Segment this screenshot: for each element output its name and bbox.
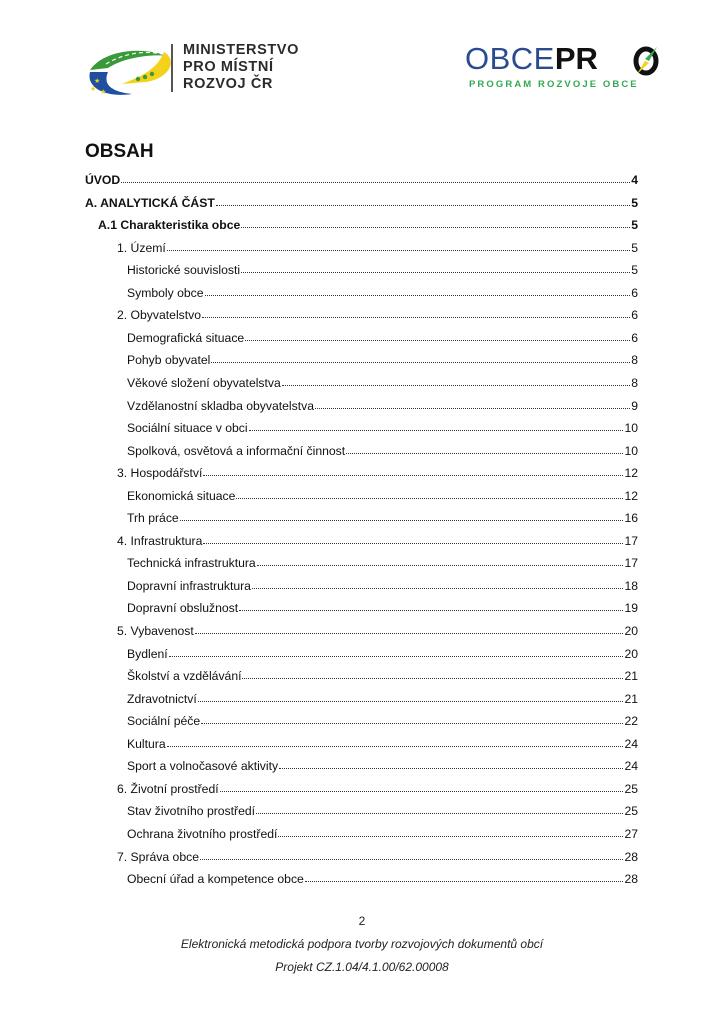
dot-leader: [256, 813, 623, 814]
svg-text:★: ★: [100, 88, 107, 96]
dot-leader: [249, 430, 624, 431]
dot-leader: [236, 498, 623, 499]
toc-entry[interactable]: [117, 531, 638, 551]
toc-entry-page: 8: [631, 375, 638, 390]
toc-entry[interactable]: [127, 756, 638, 776]
toc-entry[interactable]: [117, 305, 638, 325]
toc-entry-page: 10: [624, 421, 638, 436]
toc-entry-label: Sociální péče: [127, 714, 201, 729]
toc-entry-label: Technická infrastruktura: [127, 556, 256, 571]
toc-entry-page: 20: [624, 624, 638, 638]
compass-o-icon: [633, 44, 663, 76]
toc-entry-page: 16: [624, 511, 638, 526]
ministry-name: [183, 42, 299, 93]
toc-entry-label: Zdravotnictví: [127, 691, 197, 706]
dot-leader: [239, 610, 623, 611]
toc-entry-page: 5: [631, 195, 638, 210]
dot-leader: [346, 453, 623, 454]
dot-leader: [220, 791, 624, 792]
footer-project-title: Elektronická metodická podpora tvorby rozvojových dokumentů obcí: [180, 937, 544, 951]
toc-entry[interactable]: [127, 689, 638, 709]
toc-entry[interactable]: [127, 350, 638, 370]
toc-entry-label: Dopravní obslužnost: [127, 601, 239, 616]
page-number: 2: [358, 914, 366, 928]
toc-entry[interactable]: [117, 621, 638, 641]
toc-entry[interactable]: [127, 441, 638, 461]
dot-leader: [169, 656, 624, 657]
toc-entry-label: Spolková, osvětová a informační činnost: [127, 443, 346, 458]
toc-entry-page: 10: [624, 443, 638, 458]
toc-entry[interactable]: [127, 486, 638, 506]
obcepro-subtitle: PROGRAM ROZVOJE OBCE: [469, 79, 639, 90]
toc-entry-page: 25: [624, 804, 638, 819]
toc-entry-label: A.1 Charakteristika obce: [98, 218, 241, 233]
toc-entry-page: 22: [624, 714, 638, 729]
dot-leader: [252, 588, 623, 589]
toc-entry-page: 28: [624, 872, 638, 887]
dot-leader: [205, 295, 631, 296]
toc-entry[interactable]: [127, 576, 638, 596]
toc-entry-page: 27: [624, 826, 638, 841]
toc-entry[interactable]: [85, 170, 638, 190]
toc-entry-page: 9: [631, 398, 638, 413]
obcepro-word-light: OBCE: [465, 41, 555, 76]
toc-entry-label: Sociální situace v obci: [127, 421, 248, 436]
dot-leader: [167, 746, 624, 747]
toc-entry-page: 6: [631, 285, 638, 300]
toc-entry-label: ÚVOD: [85, 173, 121, 187]
dot-leader: [203, 543, 623, 544]
toc-entry-label: 6. Životní prostředí: [117, 781, 219, 796]
toc-entry-page: 8: [631, 353, 638, 368]
toc-entry-page: 21: [624, 669, 638, 684]
dot-leader: [241, 227, 630, 228]
toc-entry-page: 20: [624, 646, 638, 661]
dot-leader: [180, 520, 624, 521]
toc-entry[interactable]: [127, 666, 638, 686]
dot-leader: [279, 768, 623, 769]
toc-entry-page: 6: [631, 308, 638, 323]
toc-entry[interactable]: [98, 215, 638, 235]
toc-entry[interactable]: [127, 869, 638, 889]
toc-entry-page: 24: [624, 736, 638, 751]
toc-entry-label: Věkové složení obyvatelstva: [127, 375, 281, 390]
toc-entry-page: 19: [624, 601, 638, 616]
dot-leader: [241, 272, 630, 273]
toc-entry-page: 21: [624, 691, 638, 706]
toc-entry-page: 12: [624, 466, 638, 481]
toc-entry-label: Dopravní infrastruktura: [127, 578, 251, 593]
toc-entry-label: Kultura: [127, 736, 166, 751]
toc-entry-label: 2. Obyvatelstvo: [117, 308, 201, 323]
toc-entry-page: 17: [624, 533, 638, 548]
toc-entry-label: A. ANALYTICKÁ ČÁST: [85, 195, 215, 210]
toc-entry-label: Demografická situace: [127, 330, 245, 345]
ministry-name-line: ROZVOJ ČR: [183, 76, 273, 92]
toc-entry-page: 5: [631, 240, 638, 255]
dot-leader: [282, 385, 630, 386]
toc-entry-label: Symboly obce: [127, 285, 204, 300]
toc-entry-label: 3. Hospodářství: [117, 466, 203, 481]
toc-entry[interactable]: [127, 508, 638, 528]
toc-entry-page: 4: [631, 173, 638, 187]
toc-entry-page: 24: [624, 759, 638, 774]
dot-leader: [200, 859, 623, 860]
toc-entry-page: 28: [624, 849, 638, 864]
toc-entry-label: Ochrana životního prostředí: [127, 826, 278, 841]
toc-entry[interactable]: [117, 779, 638, 799]
toc-entry-page: 25: [624, 781, 638, 796]
dot-leader: [216, 205, 630, 206]
dot-leader: [203, 475, 623, 476]
toc-entry-label: 1. Území: [117, 240, 166, 255]
toc-entry[interactable]: [127, 711, 638, 731]
toc-entry-label: Obecní úřad a kompetence obce: [127, 872, 304, 887]
svg-text:★: ★: [94, 77, 101, 85]
obcepro-logo: [465, 42, 665, 92]
toc-entry[interactable]: [127, 396, 638, 416]
dot-leader: [257, 565, 624, 566]
toc-entry-label: Vzdělanostní skladba obyvatelstva: [127, 398, 314, 413]
toc-entry-page: 5: [631, 218, 638, 233]
toc-entry[interactable]: [127, 373, 638, 393]
toc-entry[interactable]: [127, 283, 638, 303]
svg-text:★: ★: [90, 85, 97, 93]
toc-entry-label: 4. Infrastruktura: [117, 533, 203, 548]
toc-entry[interactable]: [127, 598, 638, 618]
toc-entry-label: Trh práce: [127, 511, 179, 526]
toc-entry[interactable]: [127, 328, 638, 348]
dot-leader: [242, 678, 623, 679]
dot-leader: [245, 340, 630, 341]
toc-entry[interactable]: [127, 801, 638, 821]
footer-project-code: Projekt CZ.1.04/4.1.00/62.00008: [275, 960, 449, 974]
toc-entry-label: Sport a volnočasové aktivity: [127, 759, 279, 774]
toc-entry[interactable]: [127, 644, 638, 664]
toc-entry[interactable]: [117, 463, 638, 483]
toc-entry[interactable]: [117, 847, 638, 867]
toc-entry-page: 12: [624, 488, 638, 503]
toc-entry-label: Historické souvislosti: [127, 263, 241, 278]
toc-entry[interactable]: [127, 553, 638, 573]
toc-entry-page: 5: [631, 263, 638, 278]
ministry-name-line: PRO MÍSTNÍ: [183, 59, 274, 75]
toc-title: OBSAH: [85, 141, 154, 162]
toc-entry-label: Stav životního prostředí: [127, 804, 256, 819]
dot-leader: [121, 182, 630, 183]
toc-entry-page: 17: [624, 556, 638, 571]
toc-entry[interactable]: [85, 193, 638, 213]
obcepro-wordmark: [465, 42, 598, 76]
toc-entry-label: Ekonomická situace: [127, 488, 236, 503]
ministry-name-line: MINISTERSTVO: [183, 42, 299, 58]
dot-leader: [195, 633, 624, 634]
dot-leader: [278, 836, 623, 837]
dot-leader: [202, 317, 630, 318]
toc-entry[interactable]: [127, 824, 638, 844]
toc-entry[interactable]: [127, 260, 638, 280]
toc-entry[interactable]: [117, 238, 638, 258]
dot-leader: [315, 408, 630, 409]
toc-entry-label: Bydlení: [127, 646, 168, 661]
toc-entry-label: Školství a vzdělávání: [127, 669, 242, 684]
dot-leader: [198, 701, 624, 702]
toc-entry[interactable]: [127, 418, 638, 438]
toc-entry-page: 6: [631, 330, 638, 345]
logo-divider: [171, 44, 173, 92]
toc-entry-label: Pohyb obyvatel: [127, 353, 211, 368]
dot-leader: [211, 362, 630, 363]
toc-entry-label: 7. Správa obce: [117, 849, 199, 864]
toc-entry-page: 18: [624, 578, 638, 593]
toc-entry-label: 5. Vybavenost: [117, 624, 194, 638]
dot-leader: [201, 723, 623, 724]
dot-leader: [305, 881, 624, 882]
obcepro-word-bold: PR: [554, 41, 598, 76]
dot-leader: [167, 250, 630, 251]
toc-entry[interactable]: [127, 734, 638, 754]
